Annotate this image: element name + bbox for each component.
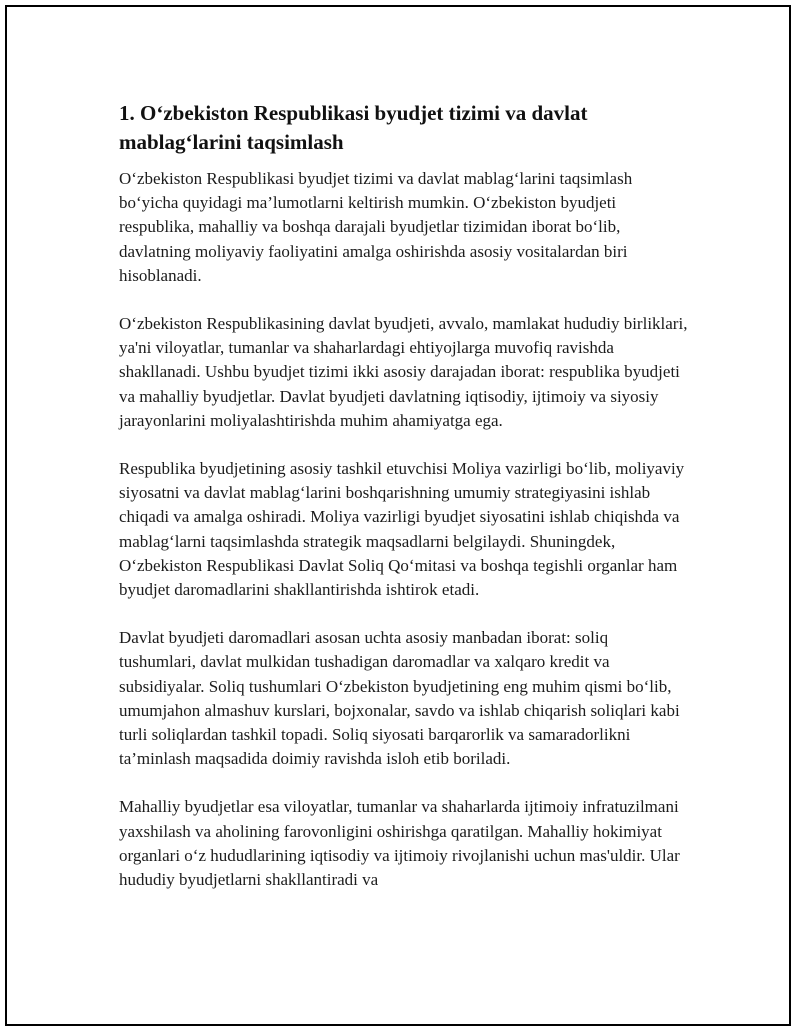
- paragraph-3: Respublika byudjetining asosiy tashkil etuvchisi Moliya vazirligi bo‘lib, moliyaviy siyosatni va davlat mablag‘larini boshqarishning umumiy strategiyasini ishlab chiqadi va amalga oshiradi. Moliya vazirligi byudjet siyosatini ishlab chiqishda va mablag‘larni taqsimlashda strategik maqsadlarni belgilaydi. Shuningdek, O‘zbekiston Respublikasi Davlat Soliq Qo‘mitasi va boshqa tegishli organlar ham byudjet daromadlarini shakllantirishda ishtirok etadi.: [119, 459, 685, 600]
- section-heading: 1. O‘zbekiston Respublikasi byudjet tizimi va davlat mablag‘larini taqsimlash: [119, 101, 588, 154]
- paragraph-5: Mahalliy byudjetlar esa viloyatlar, tumanlar va shaharlarda ijtimoiy infratuzilmani yaxshilash va aholining farovonligini oshirishga qaratilgan. Mahalliy hokimiyat organlari o‘z hududlarining iqtisodiy va ijtimoiy rivojlanishi uchun mas'uldir. Ular hududiy byudjetlarni shakllantiradi va: [119, 797, 680, 890]
- paragraph-2: O‘zbekiston Respublikasining davlat byudjeti, avvalo, mamlakat hududiy birliklari, ya'ni viloyatlar, tumanlar va shaharlardagi ehtiyojlarga muvofiq ravishda shakllanadi. Ushbu byudjet tizimi ikki asosiy darajadan iborat: respublika byudjeti va mahalliy byudjetlar. Davlat byudjeti davlatning iqtisodiy, ijtimoiy va siyosiy jarayonlarini moliyalashtirishda muhim ahamiyatga ega.: [119, 314, 688, 430]
- document-page: [5, 5, 791, 1026]
- paragraph-4: Davlat byudjeti daromadlari asosan uchta asosiy manbadan iborat: soliq tushumlari, davlat mulkidan tushadigan daromadlar va xalqaro kredit va subsidiyalar. Soliq tushumlari O‘zbekiston byudjetining eng muhim qismi bo‘lib, umumjahon almashuv kurslari, bojxonalar, savdo va ishlab chiqarish soliqlari kabi turli soliqlardan tashkil topadi. Soliq siyosati barqarorlik va samaradorlikni ta’minlash maqsadida doimiy ravishda isloh etib boriladi.: [119, 628, 680, 769]
- paragraph-1: O‘zbekiston Respublikasi byudjet tizimi va davlat mablag‘larini taqsimlash bo‘yicha quyidagi ma’lumotlarni keltirish mumkin. O‘zbekiston byudjeti respublika, mahalliy va boshqa darajali byudjetlar tizimidan iborat bo‘lib, davlatning moliyaviy faoliyatini amalga oshirishda asosiy vositalardan biri hisoblanadi.: [119, 169, 633, 285]
- document-body: [119, 99, 689, 916]
